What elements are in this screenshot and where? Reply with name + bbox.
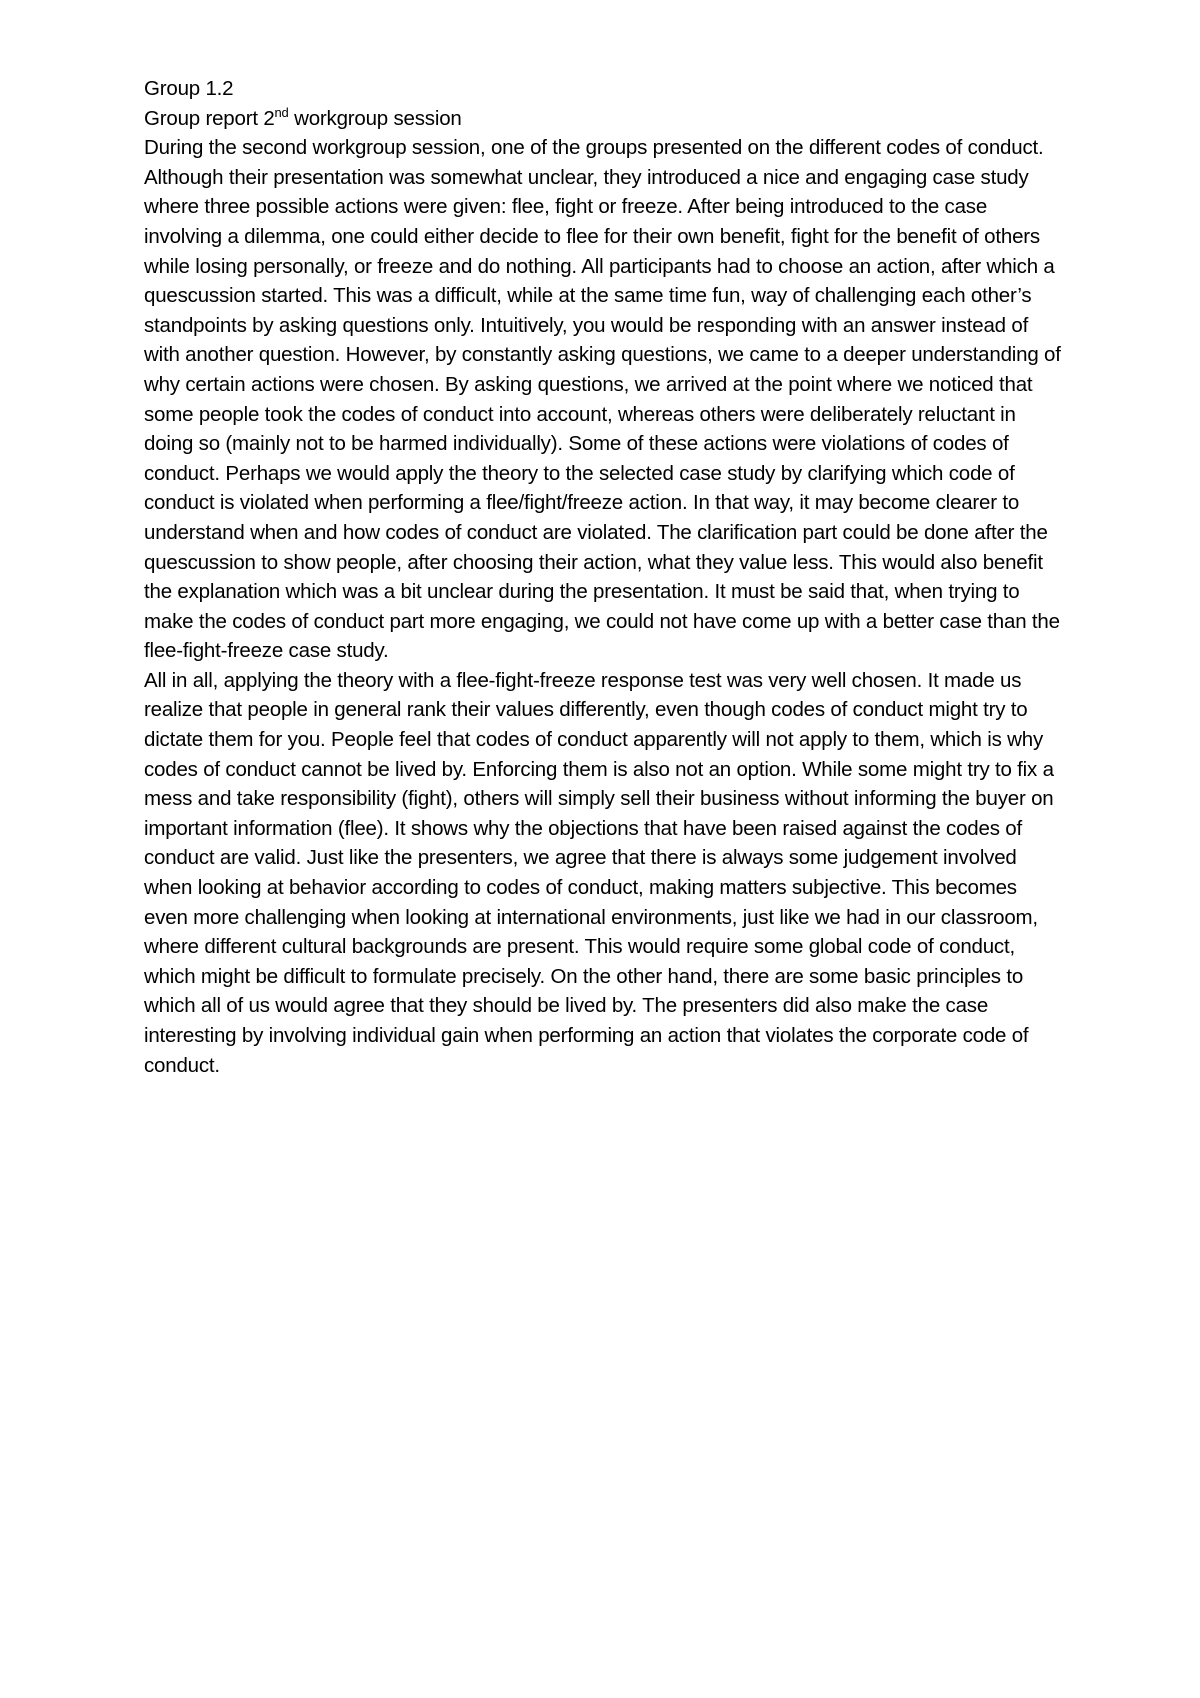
group-label: Group 1.2 — [144, 77, 234, 100]
paragraph-2: All in all, applying the theory with a flee-fight-freeze response test was very well chosen. It made us realize that people in general rank their values differently, even though codes of conduct might try to dictate them for you. People feel that codes of conduct apparently will not apply to them, which is why codes of conduct cannot be lived by. Enforcing them is also not an option. While some might try to fix a mess and take responsibility (fight), others will simply sell their business without informing the buyer on important information (flee). It shows why the objections that have been raised against the codes of conduct are valid. Just like the presenters, we agree that there is always some judgement involved when looking at behavior according to codes of conduct, making matters subjective. This becomes even more challenging when looking at international environments, just like we had in our classroom, where different cultural backgrounds are present. This would require some global code of conduct, which might be difficult to formulate precisely. On the other hand, there are some basic principles to which all of us would agree that they should be lived by. The presenters did also make the case interesting by involving individual gain when performing an action that violates the corporate code of conduct. — [144, 668, 1054, 1077]
title-text-end: workgroup session — [288, 106, 462, 130]
title-superscript: nd — [274, 104, 289, 120]
document-title — [144, 104, 1064, 134]
paragraph-1: During the second workgroup session, one of the groups presented on the different codes of conduct. Although their presentation was somewhat unclear, they introduced a nice and engaging case study where three possible actions were given: flee, fight or freeze. After being introduced to the case involving a dilemma, one could either decide to flee for their own benefit, fight for the benefit of others while losing personally, or freeze and do nothing. All participants had to choose an action, after which a quescussion started. This was a difficult, while at the same time fun, way of challenging each other’s standpoints by asking questions only. Intuitively, you would be responding with an answer instead of with another question. However, by constantly asking questions, we came to a deeper understanding of why certain actions were chosen. By asking questions, we arrived at the point where we noticed that some people took the codes of conduct into account, whereas others were deliberately reluctant in doing so (mainly not to be harmed individually). Some of these actions were violations of codes of conduct. Perhaps we would apply the theory to the selected case study by clarifying which code of conduct is violated when performing a flee/fight/freeze action. In that way, it may become clearer to understand when and how codes of conduct are violated. The clarification part could be done after the quescussion to show people, after choosing their action, what they value less. This would also benefit the explanation which was a bit unclear during the presentation. It must be said that, when trying to make the codes of conduct part more engaging, we could not have come up with a better case than the flee-fight-freeze case study. — [144, 136, 1061, 663]
document-body — [144, 74, 1064, 1080]
title-text: Group report 2 — [144, 106, 275, 130]
